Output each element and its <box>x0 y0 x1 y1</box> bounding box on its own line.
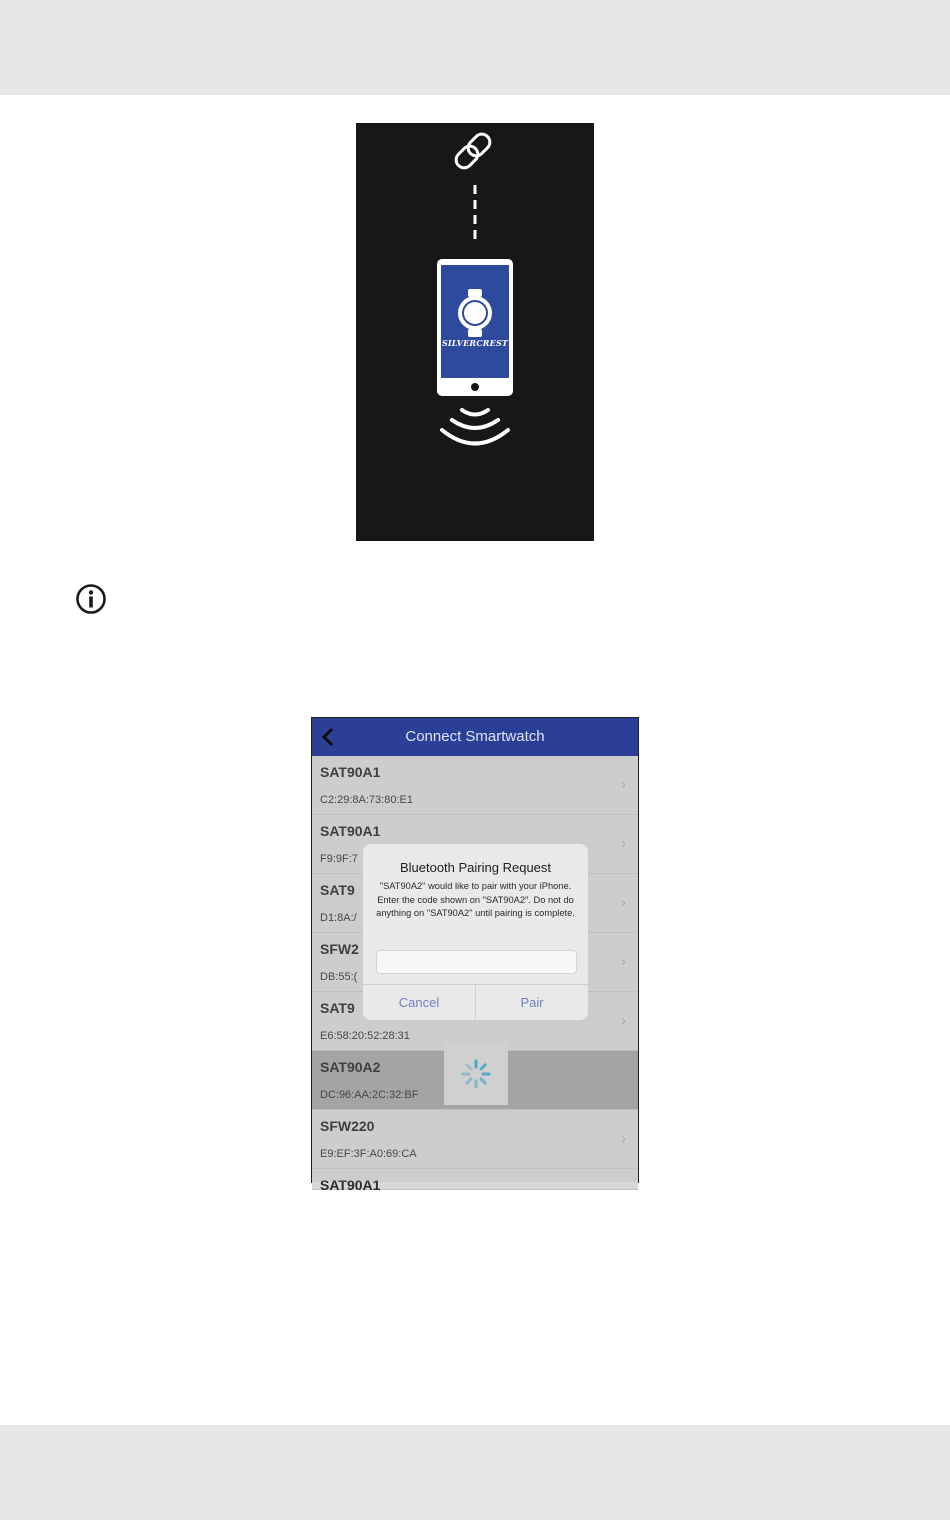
device-name: SFW2 <box>320 941 359 957</box>
pairing-dialog <box>363 844 588 1020</box>
device-name: SAT9 <box>320 1000 355 1016</box>
device-name: SAT90A1 <box>320 823 381 839</box>
navbar <box>312 718 638 756</box>
device-address: DC:96:AA:2C:32:BF <box>320 1089 419 1101</box>
chevron-right-icon: › <box>621 1012 626 1028</box>
dialog-buttons <box>363 984 588 1021</box>
device-name: SAT90A2 <box>320 1059 381 1075</box>
pairing-illustration <box>356 123 594 541</box>
cancel-button[interactable]: Cancel <box>363 985 476 1021</box>
chevron-right-icon: › <box>621 1071 626 1087</box>
device-address: F9:9F:7 <box>320 853 358 865</box>
spinner-icon <box>460 1058 492 1090</box>
chevron-right-icon: › <box>621 894 626 910</box>
chevron-right-icon: › <box>621 1130 626 1146</box>
wireless-signal-icon <box>442 410 508 444</box>
device-address: E9:EF:3F:A0:69:CA <box>320 1148 417 1160</box>
header-band <box>0 0 950 95</box>
footer-band <box>0 1425 950 1520</box>
pairing-code-input[interactable] <box>376 950 577 974</box>
loading-indicator <box>444 1043 508 1105</box>
device-address: E6:58:20:52:28:31 <box>320 1030 410 1042</box>
device-name: SFW220 <box>320 1118 375 1134</box>
device-address: DB:55:( <box>320 971 358 983</box>
info-icon <box>75 583 107 615</box>
nav-title: Connect Smartwatch <box>405 728 545 745</box>
device-name: SAT90A1 <box>320 764 381 780</box>
device-address: D1:8A:/ <box>320 912 357 924</box>
device-address: C2:29:8A:73:80:E1 <box>320 794 413 806</box>
brand-logo: SILVERCREST <box>441 338 509 348</box>
dialog-message: "SAT90A2" would like to pair with your iPhone. Enter the code shown on "SAT90A2". Do not do anything on "SAT90A2" until pairing is complete. <box>376 881 575 918</box>
chevron-right-icon: › <box>621 776 626 792</box>
device-name: SAT9 <box>320 882 355 898</box>
chevron-right-icon: › <box>621 953 626 969</box>
chevron-right-icon: › <box>621 835 626 851</box>
dialog-title: Bluetooth Pairing Request <box>399 860 552 875</box>
device-name: SAT90A1 <box>320 1177 381 1193</box>
link-icon <box>453 131 493 171</box>
app-screenshot <box>311 717 639 1193</box>
pair-button[interactable]: Pair <box>520 995 544 1010</box>
